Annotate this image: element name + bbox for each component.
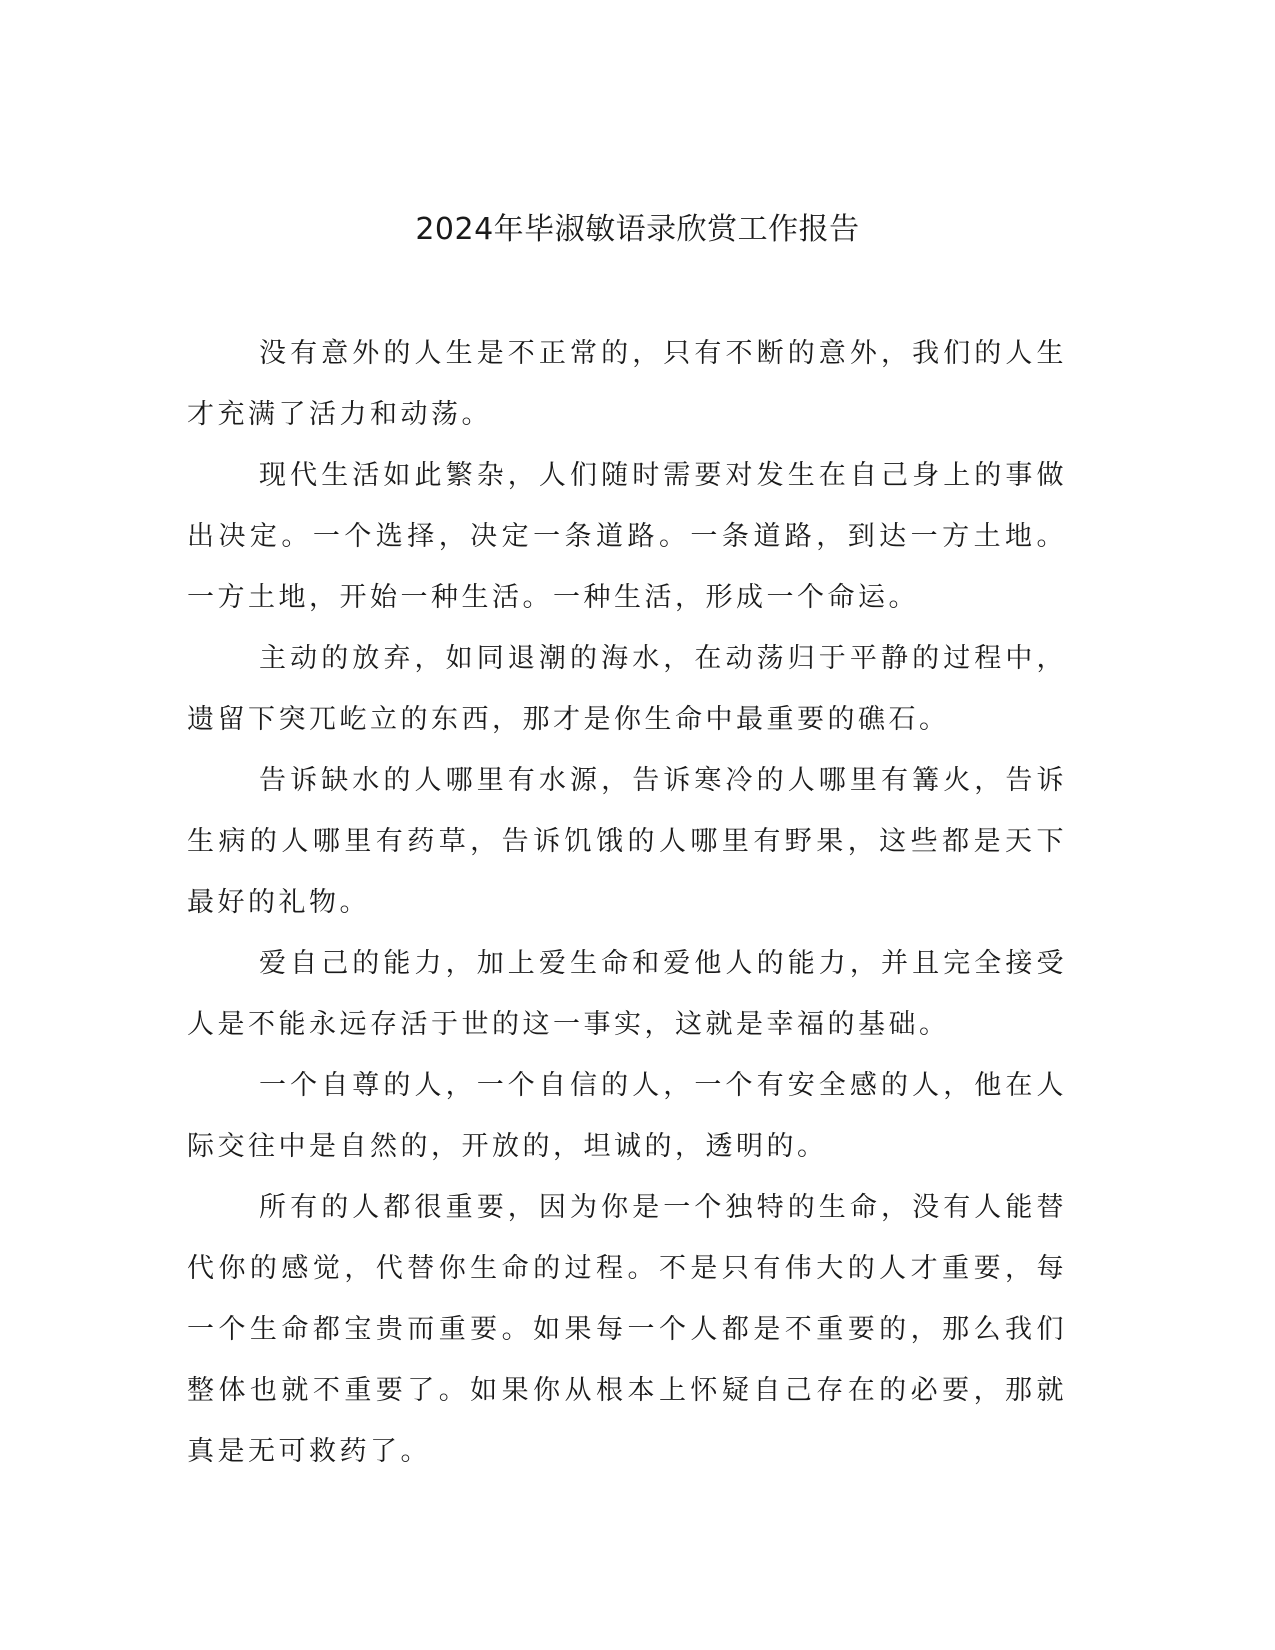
paragraph: 没有意外的人生是不正常的，只有不断的意外，我们的人生才充满了活力和动荡。: [187, 338, 1067, 430]
document-body: [187, 323, 1067, 1482]
paragraph: 现代生活如此繁杂，人们随时需要对发生在自己身上的事做出决定。一个选择，决定一条道路。一条道路，到达一方土地。一方土地，开始一种生活。一种生活，形成一个命运。: [187, 460, 1067, 613]
paragraph: 爱自己的能力，加上爱生命和爱他人的能力，并且完全接受人是不能永远存活于世的这一事实，这就是幸福的基础。: [187, 948, 1067, 1040]
paragraph: 主动的放弃，如同退潮的海水，在动荡归于平静的过程中，遗留下突兀屹立的东西，那才是你生命中最重要的礁石。: [187, 643, 1067, 735]
document-title: 2024年毕淑敏语录欣赏工作报告: [415, 212, 860, 247]
paragraph: 一个自尊的人，一个自信的人，一个有安全感的人，他在人际交往中是自然的，开放的，坦诚的，透明的。: [187, 1070, 1067, 1162]
paragraph: 所有的人都很重要，因为你是一个独特的生命，没有人能替代你的感觉，代替你生命的过程。不是只有伟大的人才重要，每一个生命都宝贵而重要。如果每一个人都是不重要的，那么我们整体也就不重要了。如果你从根本上怀疑自己存在的必要，那就真是无可救药了。: [187, 1192, 1067, 1467]
paragraph: 告诉缺水的人哪里有水源，告诉寒冷的人哪里有篝火，告诉生病的人哪里有药草，告诉饥饿的人哪里有野果，这些都是天下最好的礼物。: [187, 765, 1067, 918]
